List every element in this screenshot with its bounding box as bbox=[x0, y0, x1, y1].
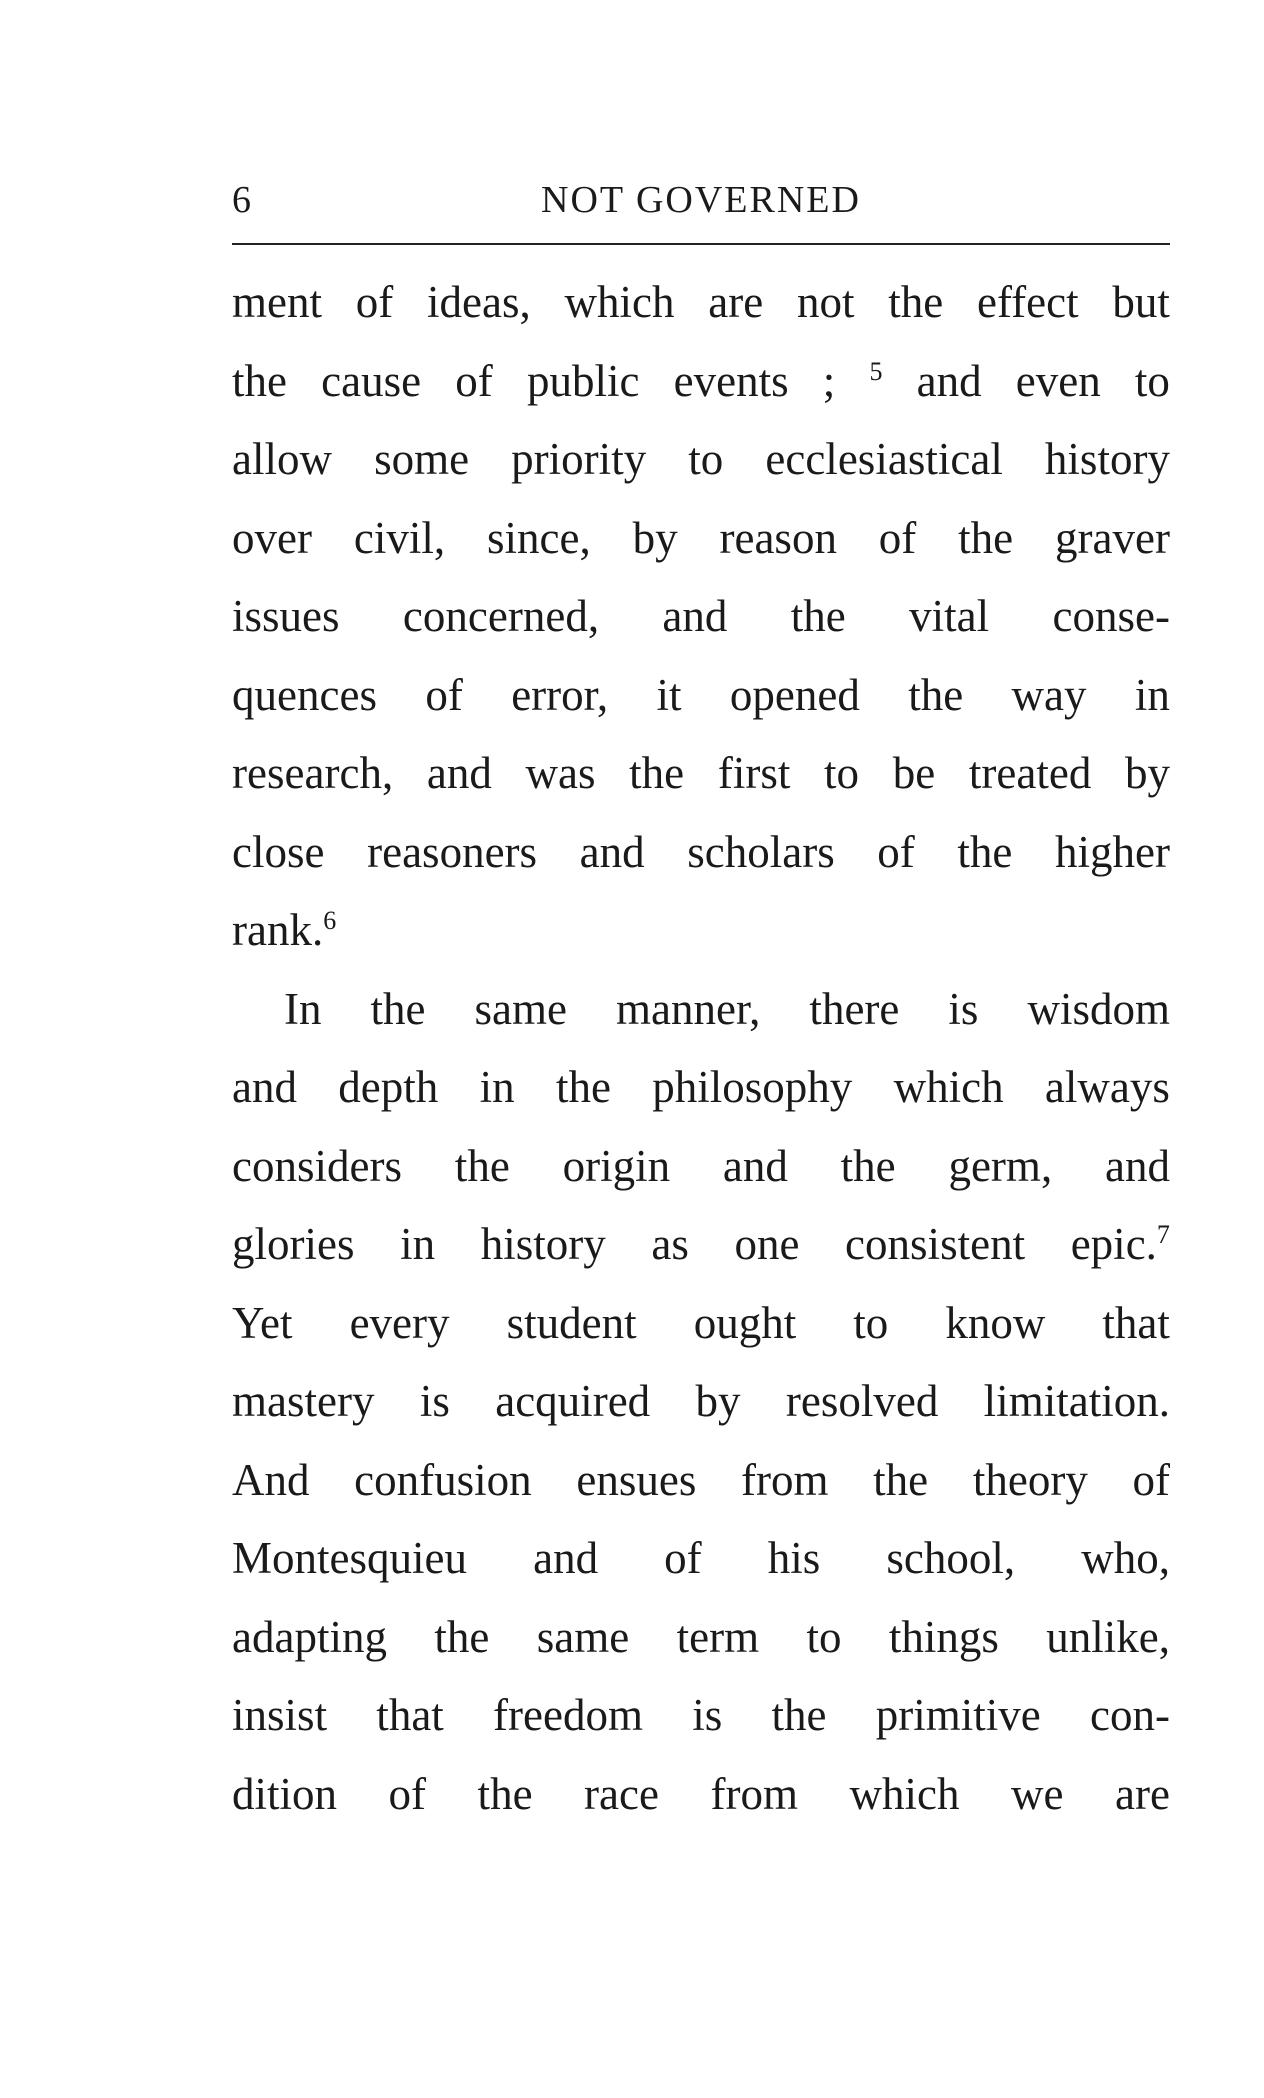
text-line: And confusion ensues from the theory of bbox=[232, 1454, 1170, 1505]
text-line: over civil, since, by reason of the graver bbox=[232, 512, 1170, 563]
text-line: mastery is acquired by resolved limitation. bbox=[232, 1376, 1170, 1426]
text-line: quences of error, it opened the way in bbox=[232, 669, 1170, 720]
text-line: adapting the same term to things unlike, bbox=[232, 1611, 1170, 1662]
text-line: In the same manner, there is wisdom bbox=[284, 983, 1170, 1034]
text-line: close reasoners and scholars of the higher bbox=[232, 826, 1170, 877]
text-line: considers the origin and the germ, and bbox=[232, 1140, 1170, 1191]
text-line: insist that freedom is the primitive con- bbox=[232, 1690, 1170, 1740]
text-line: glories in history as one consistent epic.$^7$ bbox=[232, 1219, 1170, 1269]
text-line: ment of ideas, which are not the effect but bbox=[232, 277, 1170, 327]
text-line: and depth in the philosophy which always bbox=[232, 1062, 1170, 1112]
text-line: Montesquieu and of his school, who, bbox=[232, 1533, 1170, 1583]
running-head bbox=[232, 178, 1170, 228]
text-line: Yet every student ought to know that bbox=[232, 1297, 1170, 1348]
body-text bbox=[232, 263, 1170, 1833]
book-page bbox=[232, 178, 1170, 1833]
text-line: issues concerned, and the vital conse- bbox=[232, 591, 1170, 641]
text-line: dition of the race from which we are bbox=[232, 1768, 1170, 1819]
text-line: the cause of public events ; $^5$ and even to bbox=[232, 355, 1170, 406]
page-number: 6 bbox=[232, 179, 251, 221]
running-title: NOT GOVERNED bbox=[541, 179, 861, 221]
text-line: allow some priority to ecclesiastical history bbox=[232, 434, 1170, 484]
text-line: rank.$^6$ bbox=[232, 905, 337, 955]
header-rule bbox=[232, 243, 1170, 245]
text-line: research, and was the first to be treated by bbox=[232, 748, 1170, 798]
